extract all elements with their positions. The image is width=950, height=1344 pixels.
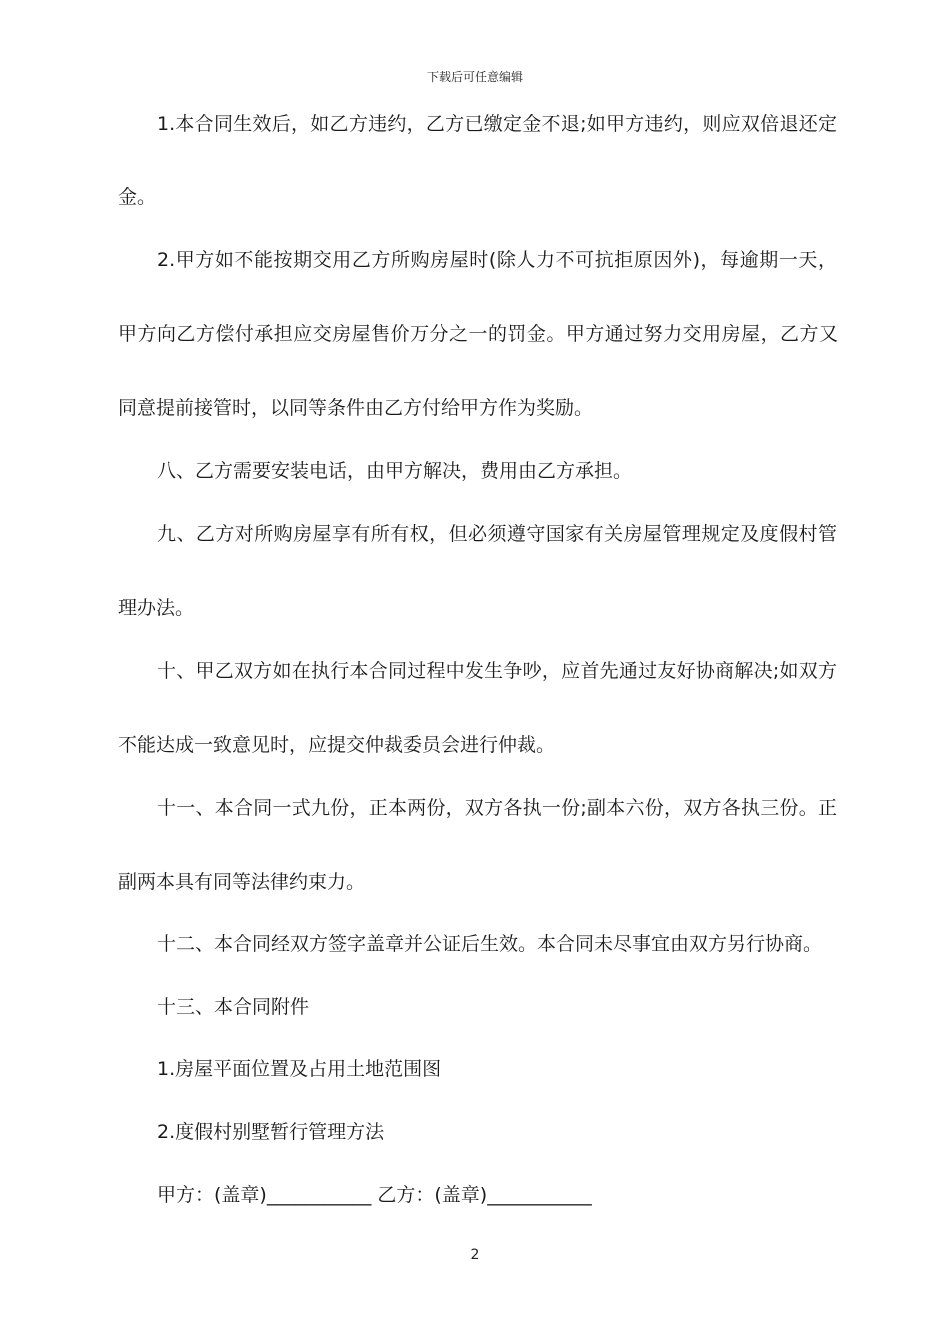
clause-7-item-2-line-3: 同意提前接管时，以同等条件由乙方付给甲方作为奖励。 bbox=[118, 397, 594, 419]
attachment-2: 2.度假村别墅暂行管理方法 bbox=[157, 1121, 385, 1143]
signature-line: 甲方：(盖章)___________ 乙方：(盖章)___________ bbox=[157, 1184, 592, 1206]
clause-10-line-2: 不能达成一致意见时，应提交仲裁委员会进行仲裁。 bbox=[118, 734, 556, 756]
clause-7-item-2-line-1: 2.甲方如不能按期交用乙方所购房屋时(除人力不可抗拒原因外)，每逾期一天， bbox=[157, 249, 837, 271]
clause-12: 十二、本合同经双方签字盖章并公证后生效。本合同未尽事宜由双方另行协商。 bbox=[157, 933, 823, 955]
header-note: 下载后可任意编辑 bbox=[426, 70, 523, 84]
clause-7-item-1-line-2: 金。 bbox=[118, 186, 157, 208]
clause-13-heading: 十三、本合同附件 bbox=[157, 996, 310, 1018]
clause-9-line-2: 理办法。 bbox=[118, 597, 195, 619]
clause-7-item-2-line-2: 甲方向乙方偿付承担应交房屋售价万分之一的罚金。甲方通过努力交用房屋，乙方又 bbox=[118, 323, 838, 345]
page-number: 2 bbox=[470, 1247, 480, 1263]
attachment-1: 1.房屋平面位置及占用土地范围图 bbox=[157, 1058, 442, 1080]
clause-9-line-1: 九、乙方对所购房屋享有所有权，但必须遵守国家有关房屋管理规定及度假村管 bbox=[157, 523, 837, 545]
clause-7-item-1-line-1: 1.本合同生效后，如乙方违约，乙方已缴定金不退;如甲方违约，则应双倍退还定 bbox=[157, 113, 837, 135]
clause-11-line-1: 十一、本合同一式九份，正本两份，双方各执一份;副本六份，双方各执三份。正 bbox=[157, 797, 837, 819]
clause-10-line-1: 十、甲乙双方如在执行本合同过程中发生争吵，应首先通过友好协商解决;如双方 bbox=[157, 660, 837, 682]
clause-11-line-2: 副两本具有同等法律约束力。 bbox=[118, 871, 366, 893]
clause-8: 八、乙方需要安装电话，由甲方解决，费用由乙方承担。 bbox=[157, 460, 633, 482]
